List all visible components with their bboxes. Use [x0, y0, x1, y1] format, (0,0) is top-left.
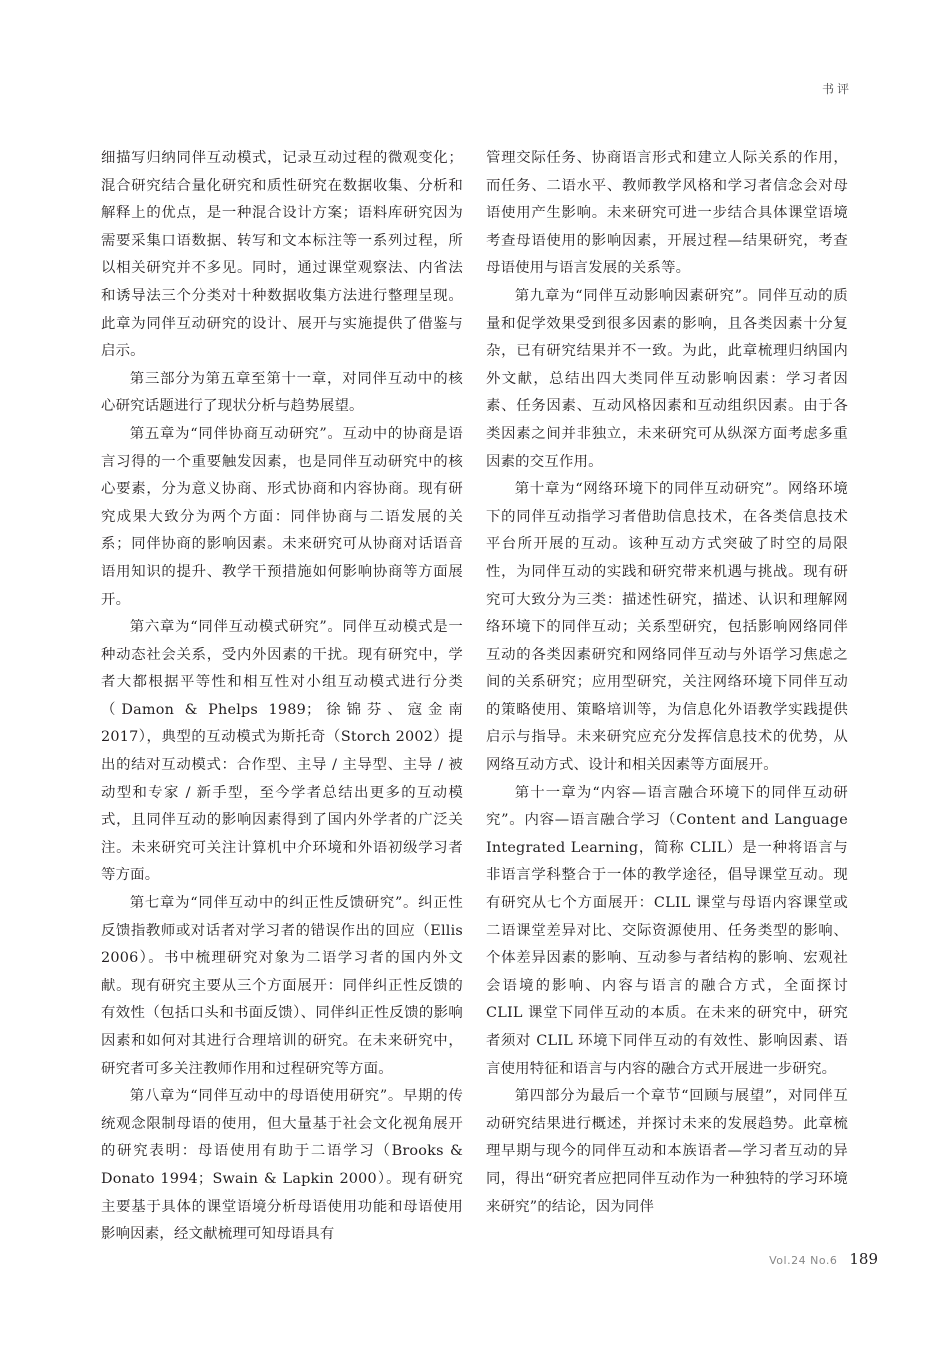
running-header: 书评 — [821, 82, 852, 96]
issue-label: Vol.24 No.6 — [769, 1254, 838, 1267]
paragraph: 第十章为“网络环境下的同伴互动研究”。网络环境下的同伴互动指学习者借助信息技术，在各类信息技术平台所开展的互动。该种互动方式突破了时空的局限性，为同伴互动的实践和研究带来机遇与挑战。现有研究可大致分为三类：描述性研究，描述、认识和理解网络环境下的同伴互动；关系型研究，包括影响网络同伴互动的各类因素研究和网络同伴互动与外语学习焦虑之间的关系研究；应用型研究，关注网络环境下同伴互动的策略使用、策略培训等，为信息化外语教学实践提供启示与指导。未来研究应充分发挥信息技术的优势，从网络互动方式、设计和相关因素等方面展开。 — [486, 481, 848, 774]
right-column — [486, 145, 848, 1221]
paragraph: 第十一章为“内容—语言融合环境下的同伴互动研究”。内容—语言融合学习（Content and Language Integrated Learning，简称 CLIL）是一种将语言与非语言学科整合于一体的教学途径，倡导课堂互动。现有研究从七个方面展开：CLIL 课堂与母语内容课堂或二语课堂差异对比、交际资源使用、任务类型的影响、个体差异因素的影响、互动参与者结构的影响、宏观社会语境的影响、内容与语言的融合方式，全面探讨 CLIL 课堂下同伴互动的本质。在未来的研究中，研究者须对 CLIL 环境下同伴互动的有效性、影响因素、语言使用特征和语言与内容的融合方式开展进一步研究。 — [486, 784, 848, 1077]
paragraph: 第七章为“同伴互动中的纠正性反馈研究”。纠正性反馈指教师或对话者对学习者的错误作出的回应（Ellis 2006）。书中梳理研究对象为二语学习者的国内外文献。现有研究主要从三个方面展开：同伴纠正性反馈的有效性（包括口头和书面反馈）、同伴纠正性反馈的影响因素和如何对其进行合理培训的研究。在未来研究中，研究者可多关注教师作用和过程研究等方面。 — [101, 895, 463, 1077]
paragraph: 细描写归纳同伴互动模式，记录互动过程的微观变化；混合研究结合量化研究和质性研究在数据收集、分析和解释上的优点，是一种混合设计方案；语料库研究因为需要采集口语数据、转写和文本标注等一系列过程，所以相关研究并不多见。同时，通过课堂观察法、内省法和诱导法三个分类对十种数据收集方法进行整理呈现。此章为同伴互动研究的设计、展开与实施提供了借鉴与启示。 — [101, 150, 463, 360]
page-number: 189 — [849, 1250, 878, 1268]
paragraph: 第四部分为最后一个章节“回顾与展望”，对同伴互动研究结果进行概述，并探讨未来的发展趋势。此章梳理早期与现今的同伴互动和本族语者—学习者互动的异同，得出“研究者应把同伴互动作为一种独特的学习环境来研究”的结论，因为同伴 — [486, 1088, 848, 1215]
paragraph: 第九章为“同伴互动影响因素研究”。同伴互动的质量和促学效果受到很多因素的影响，且各类因素十分复杂，已有研究结果并不一致。为此，此章梳理归纳国内外文献，总结出四大类同伴互动影响因素：学习者因素、任务因素、互动风格因素和互动组织因素。由于各类因素之间并非独立，未来研究可从纵深方面考虑多重因素的交互作用。 — [486, 287, 848, 470]
paragraph: 第六章为“同伴互动模式研究”。同伴互动模式是一种动态社会关系，受内外因素的干扰。现有研究中，学者大都根据平等性和相互性对小组互动模式进行分类（Damon & Phelps 1989；徐锦芬、寇金南 2017），典型的互动模式为斯托奇（Storch 2002）提出的结对互动模式：合作型、主导 / 主导型、主导 / 被动型和专家 / 新手型，至今学者总结出更多的互动模式，且同伴互动的影响因素得到了国内外学者的广泛关注。未来研究可关注计算机中介环境和外语初级学习者等方面。 — [101, 619, 463, 884]
page-footer — [769, 1250, 878, 1268]
paragraph: 管理交际任务、协商语言形式和建立人际关系的作用，而任务、二语水平、教师教学风格和学习者信念会对母语使用产生影响。未来研究可进一步结合具体课堂语境考查母语使用的影响因素，开展过程—结果研究，考查母语使用与语言发展的关系等。 — [486, 150, 848, 277]
left-column — [101, 145, 463, 1249]
paragraph: 第三部分为第五章至第十一章，对同伴互动中的核心研究话题进行了现状分析与趋势展望。 — [101, 370, 463, 415]
paragraph: 第五章为“同伴协商互动研究”。互动中的协商是语言习得的一个重要触发因素，也是同伴互动研究中的核心要素，分为意义协商、形式协商和内容协商。现有研究成果大致分为两个方面：同伴协商与二语发展的关系；同伴协商的影响因素。未来研究可从协商对话语音语用知识的提升、教学干预措施如何影响协商等方面展开。 — [101, 425, 463, 608]
paragraph: 第八章为“同伴互动中的母语使用研究”。早期的传统观念限制母语的使用，但大量基于社会文化视角展开的研究表明：母语使用有助于二语学习（Brooks & Donato 1994；Swain & Lapkin 2000）。现有研究主要基于具体的课堂语境分析母语使用功能和母语使用影响因素，经文献梳理可知母语具有 — [101, 1088, 463, 1243]
